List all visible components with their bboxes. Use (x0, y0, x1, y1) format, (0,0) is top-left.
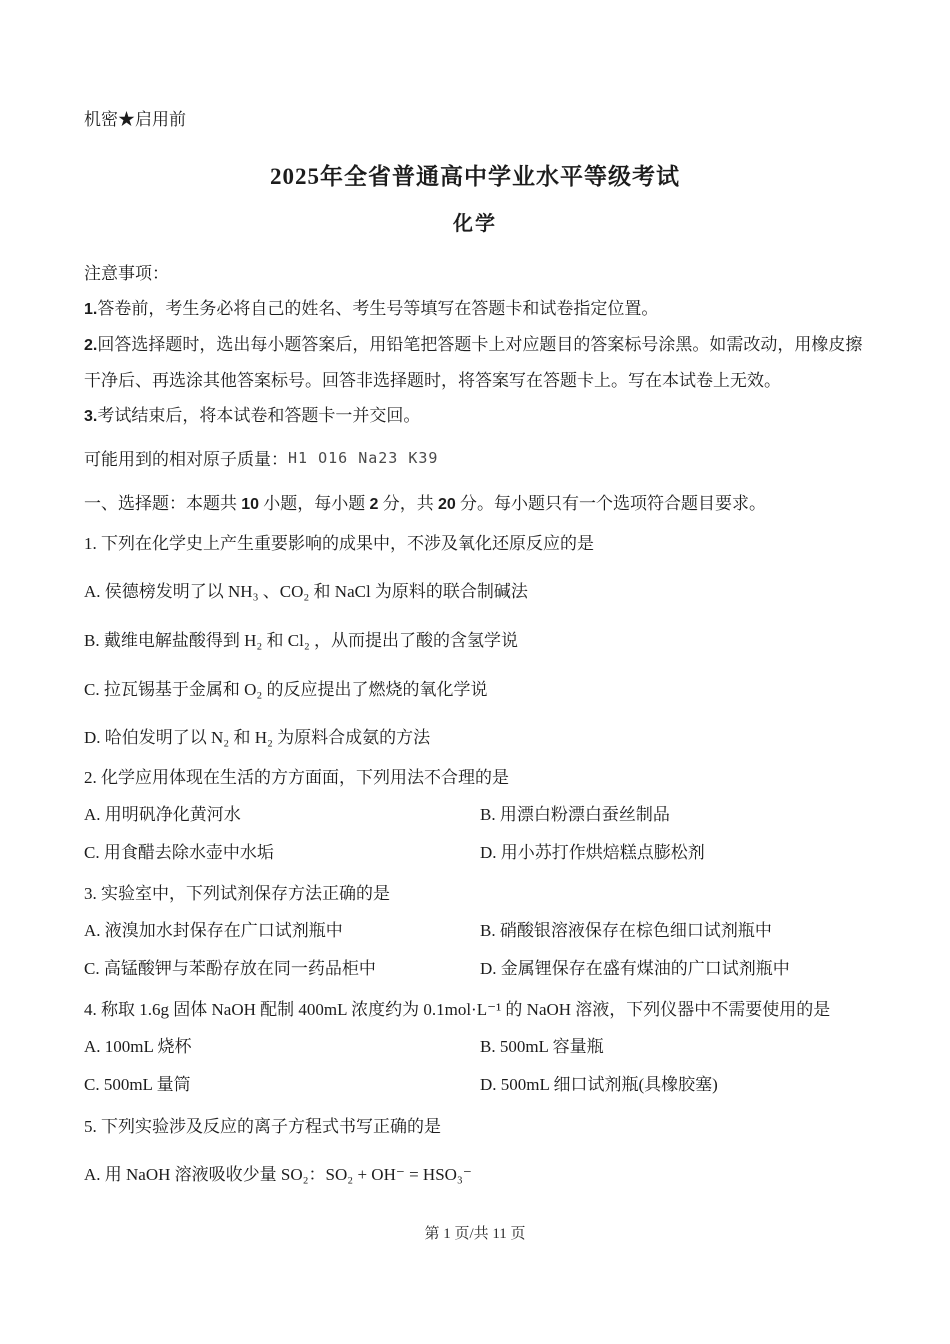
question-4-option-c: C. 500mL 量筒 (84, 1075, 191, 1095)
question-3-option-c: C. 高锰酸钾与苯酚存放在同一药品柜中 (84, 959, 376, 979)
question-5-text: 5. 下列实验涉及反应的离子方程式书写正确的是 (84, 1116, 441, 1136)
notice-3-number: 3. (84, 408, 98, 426)
section-heading-part3: 分，共 (378, 493, 438, 513)
question-5 (84, 1109, 866, 1193)
notice-1-number: 1. (84, 301, 98, 319)
question-5-option-a: A. 用 NaOH 溶液吸收少量 SO₂：SO₂ + OH⁻ = HSO₃⁻ (84, 1165, 472, 1185)
classification-label: 机密★启用前 (84, 110, 186, 129)
section-heading-part4: 分。每小题只有一个选项符合题目要求。 (455, 493, 766, 513)
notice-2-text: 回答选择题时，选出每小题答案后，用铅笔把答题卡上对应题目的答案标号涂黑。如需改动，用橡皮擦干净后、再选涂其他答案标号。回答非选择题时，将答案写在答题卡上。写在本试卷上无效。 (84, 335, 863, 390)
notices-section (84, 256, 866, 434)
section-heading (84, 486, 866, 522)
exam-subject: 化学 (453, 212, 497, 235)
notices-heading: 注意事项： (84, 263, 169, 283)
question-2-option-b: B. 用漂白粉漂白蚕丝制品 (480, 804, 670, 824)
notice-item-1 (84, 291, 866, 327)
question-1-text: 1. 下列在化学史上产生重要影响的成果中，不涉及氧化还原反应的是 (84, 533, 594, 553)
atomic-mass-values: H1 O16 Na23 K39 (288, 449, 439, 468)
notice-item-2 (84, 327, 866, 398)
question-3-options (84, 912, 866, 989)
question-1-option-b: B. 戴维电解盐酸得到 H₂ 和 Cl₂ ，从而提出了酸的含氢学说 (84, 630, 519, 650)
question-3 (84, 876, 866, 988)
question-3-option-d: D. 金属锂保存在盛有煤油的广口试剂瓶中 (480, 959, 790, 979)
question-4 (84, 992, 866, 1104)
question-4-option-a: A. 100mL 烧杯 (84, 1037, 192, 1056)
question-4-text: 4. 称取 1.6g 固体 NaOH 配制 400mL 浓度约为 0.1mol·L⁻¹ 的 NaOH 溶液，下列仪器中不需要使用的是 (84, 1000, 831, 1020)
question-1 (84, 526, 866, 756)
section-heading-part1: 一、选择题：本题共 (84, 493, 242, 513)
section-heading-num2: 2 (369, 495, 379, 513)
notice-1-text: 答卷前，考生务必将自己的姓名、考生号等填写在答题卡和试卷指定位置。 (97, 299, 659, 319)
page-footer: 第 1 页/共 11 页 (424, 1226, 526, 1242)
question-2-text: 2. 化学应用体现在生活的方方面面，下列用法不合理的是 (84, 767, 509, 787)
question-4-option-b: B. 500mL 容量瓶 (480, 1037, 604, 1056)
question-2-option-a: A. 用明矾净化黄河水 (84, 804, 241, 824)
question-1-option-d: D. 哈伯发明了以 N₂ 和 H₂ 为原料合成氨的方法 (84, 728, 431, 748)
atomic-mass-line (84, 442, 866, 478)
atomic-mass-label: 可能用到的相对原子质量： (84, 450, 288, 470)
question-2-option-d: D. 用小苏打作烘焙糕点膨松剂 (480, 842, 705, 862)
exam-title: 2025年全省普通高中学业水平等级考试 (270, 163, 680, 189)
question-3-text: 3. 实验室中，下列试剂保存方法正确的是 (84, 884, 390, 904)
notice-item-3 (84, 398, 866, 434)
section-heading-part2: 小题，每小题 (259, 493, 370, 513)
question-2-options (84, 796, 866, 873)
section-heading-num3: 20 (437, 495, 456, 513)
section-heading-num1: 10 (241, 495, 260, 513)
notice-3-text: 考试结束后，将本试卷和答题卡一并交回。 (97, 406, 421, 426)
question-4-options (84, 1028, 866, 1105)
question-1-option-a: A. 侯德榜发明了以 NH₃ 、CO₂ 和 NaCl 为原料的联合制碱法 (84, 582, 528, 602)
question-3-option-a: A. 液溴加水封保存在广口试剂瓶中 (84, 920, 343, 940)
notice-2-number: 2. (84, 337, 98, 355)
question-1-option-c: C. 拉瓦锡基于金属和 O₂ 的反应提出了燃烧的氧化学说 (84, 679, 488, 699)
question-2-option-c: C. 用食醋去除水壶中水垢 (84, 842, 274, 862)
question-4-option-d: D. 500mL 细口试剂瓶(具橡胶塞) (480, 1075, 718, 1095)
question-2 (84, 760, 866, 872)
question-3-option-b: B. 硝酸银溶液保存在棕色细口试剂瓶中 (480, 920, 772, 940)
